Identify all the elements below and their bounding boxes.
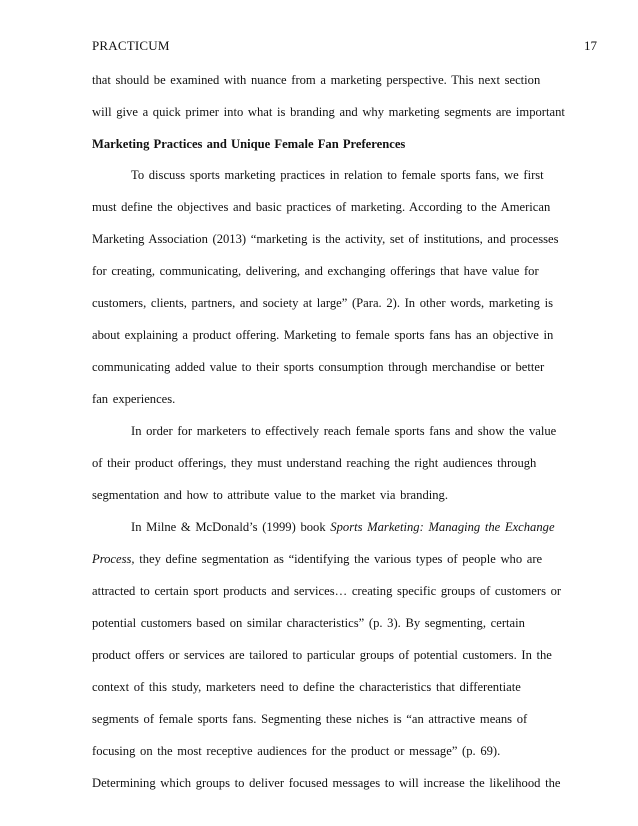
text-line: In order for marketers to effectively reach female sports fans and show the value [131, 424, 557, 438]
text-line: about explaining a product offering. Marketing to female sports fans has an objective in [92, 328, 554, 342]
text-line: segmentation and how to attribute value to the market via branding. [92, 488, 448, 502]
text-line [92, 551, 542, 567]
page-number: 17 [584, 38, 597, 53]
book-title-cont: Process, [92, 552, 135, 566]
book-title: Sports Marketing: Managing the Exchange [330, 520, 555, 534]
text-line: Determining which groups to deliver focused messages to will increase the likelihood the [92, 776, 561, 790]
text-line: To discuss sports marketing practices in relation to female sports fans, we first [131, 168, 544, 182]
text-line [131, 519, 555, 535]
running-head: PRACTICUM [92, 38, 170, 53]
text-line: that should be examined with nuance from a marketing perspective. This next section [92, 73, 541, 87]
text-line: Marketing Association (2013) “marketing is the activity, set of institutions, and processes [92, 232, 559, 246]
text-line: segments of female sports fans. Segmenting these niches is “an attractive means of [92, 712, 528, 726]
text-line: for creating, communicating, delivering, and exchanging offerings that have value for [92, 264, 539, 278]
text-line: potential customers based on similar characteristics” (p. 3). By segmenting, certain [92, 616, 525, 630]
text-line: of their product offerings, they must understand reaching the right audiences through [92, 456, 537, 470]
text-line: fan experiences. [92, 392, 176, 406]
text-line: communicating added value to their sports consumption through merchandise or better [92, 360, 545, 374]
text-line: focusing on the most receptive audiences for the product or message” (p. 69). [92, 744, 501, 758]
section-heading: Marketing Practices and Unique Female Fan Preferences [92, 137, 406, 151]
text-line: will give a quick primer into what is branding and why marketing segments are important [92, 105, 565, 119]
text-run: they define segmentation as “identifying the various types of people who are [134, 552, 543, 566]
text-run: In Milne & McDonald’s (1999) book [131, 520, 331, 534]
text-line: must define the objectives and basic practices of marketing. According to the American [92, 200, 551, 214]
text-line: customers, clients, partners, and society at large” (Para. 2). In other words, marketing is [92, 296, 553, 310]
text-line: attracted to certain sport products and services… creating specific groups of customers or [92, 584, 562, 598]
text-line: product offers or services are tailored to particular groups of potential customers. In the [92, 648, 552, 662]
text-line: context of this study, marketers need to define the characteristics that differentiate [92, 680, 521, 694]
